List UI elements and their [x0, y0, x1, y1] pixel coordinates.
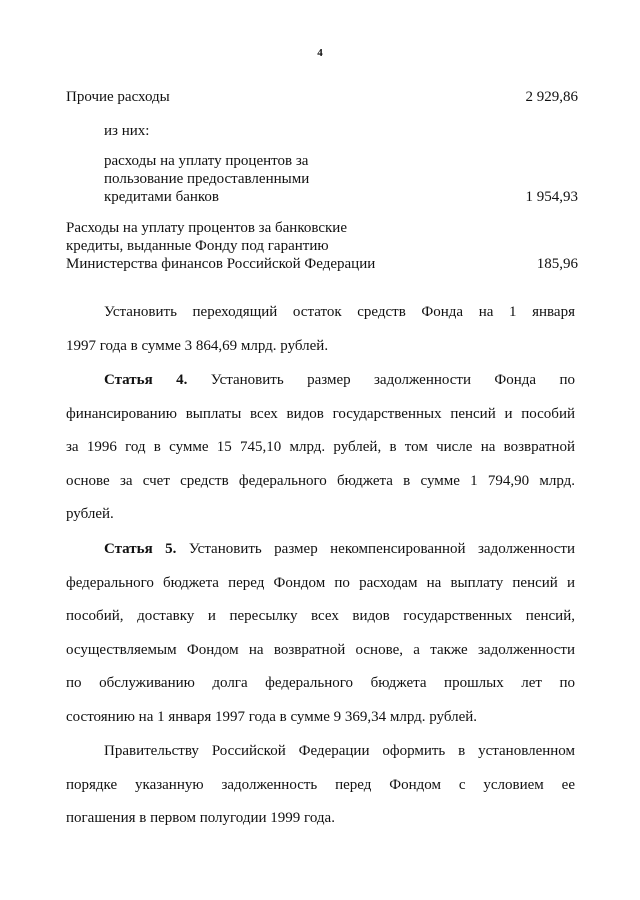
article-4-line-1-text: Установить размер задолженности Фонда по [210, 372, 576, 388]
bank-line-1: Расходы на уплату процентов за банковские [66, 220, 347, 236]
article-4-line-5: рублей. [66, 506, 114, 523]
paragraph-government [66, 735, 575, 836]
interest-line-1: расходы на уплату процентов за [104, 153, 309, 169]
article-4-line-1 [66, 364, 575, 398]
other-expenses-label: Прочие расходы [66, 89, 170, 105]
other-expenses-value: 2 929,86 [525, 89, 578, 105]
article-4-line-4: основе за счет средств федерального бюджета в сумме 1 794,90 млрд. [66, 472, 575, 489]
bank-value: 185,96 [536, 256, 578, 272]
interest-line-3: кредитами банков [104, 189, 219, 205]
article-5-heading: Статья 5. [104, 541, 177, 557]
article-4-line-2: финансированию выплаты всех видов государственных пенсий и пособий [66, 405, 575, 422]
article-5-line-1-text: Установить размер некомпенсированной задолженности [188, 541, 575, 557]
article-4-heading: Статья 4. [104, 372, 188, 388]
article-5-line-1 [66, 533, 575, 567]
article-5-line-4: осуществляемым Фондом на возвратной основе, а также задолженности [66, 641, 575, 658]
article-5-line-6: состоянию на 1 января 1997 года в сумме 9 369,34 млрд. рублей. [66, 708, 478, 725]
article-4-line-3: за 1996 год в сумме 15 745,10 млрд. рублей, в том числе на возвратной [66, 439, 575, 456]
interest-value: 1 954,93 [525, 189, 578, 205]
interest-line-2: пользование предоставленными [104, 171, 310, 187]
page-number: 4 [317, 47, 323, 59]
paragraph-balance-line-1: Установить переходящий остаток средств Фонда на 1 января [104, 304, 575, 320]
article-5-line-2: федерального бюджета перед Фондом по расходам на выплату пенсий и [66, 574, 575, 591]
paragraph-balance [66, 296, 575, 363]
bank-line-3: Министерства финансов Российской Федерации [66, 256, 376, 272]
article-5 [66, 533, 575, 735]
of-which-label: из них: [104, 123, 150, 139]
article-4 [66, 364, 575, 532]
paragraph-government-line-1: Правительству Российской Федерации оформить в установленном [104, 743, 575, 759]
article-5-line-3: пособий, доставку и пересылку всех видов государственных пенсий, [66, 608, 575, 625]
bank-line-2: кредиты, выданные Фонду под гарантию [66, 238, 329, 254]
paragraph-government-line-2: порядке указанную задолженность перед Фондом с условием ее [66, 776, 575, 793]
paragraph-government-line-3: погашения в первом полугодии 1999 года. [66, 810, 335, 827]
article-5-line-5: по обслуживанию долга федерального бюджета прошлых лет по [66, 675, 575, 692]
paragraph-balance-line-2: 1997 года в сумме 3 864,69 млрд. рублей. [66, 337, 329, 354]
